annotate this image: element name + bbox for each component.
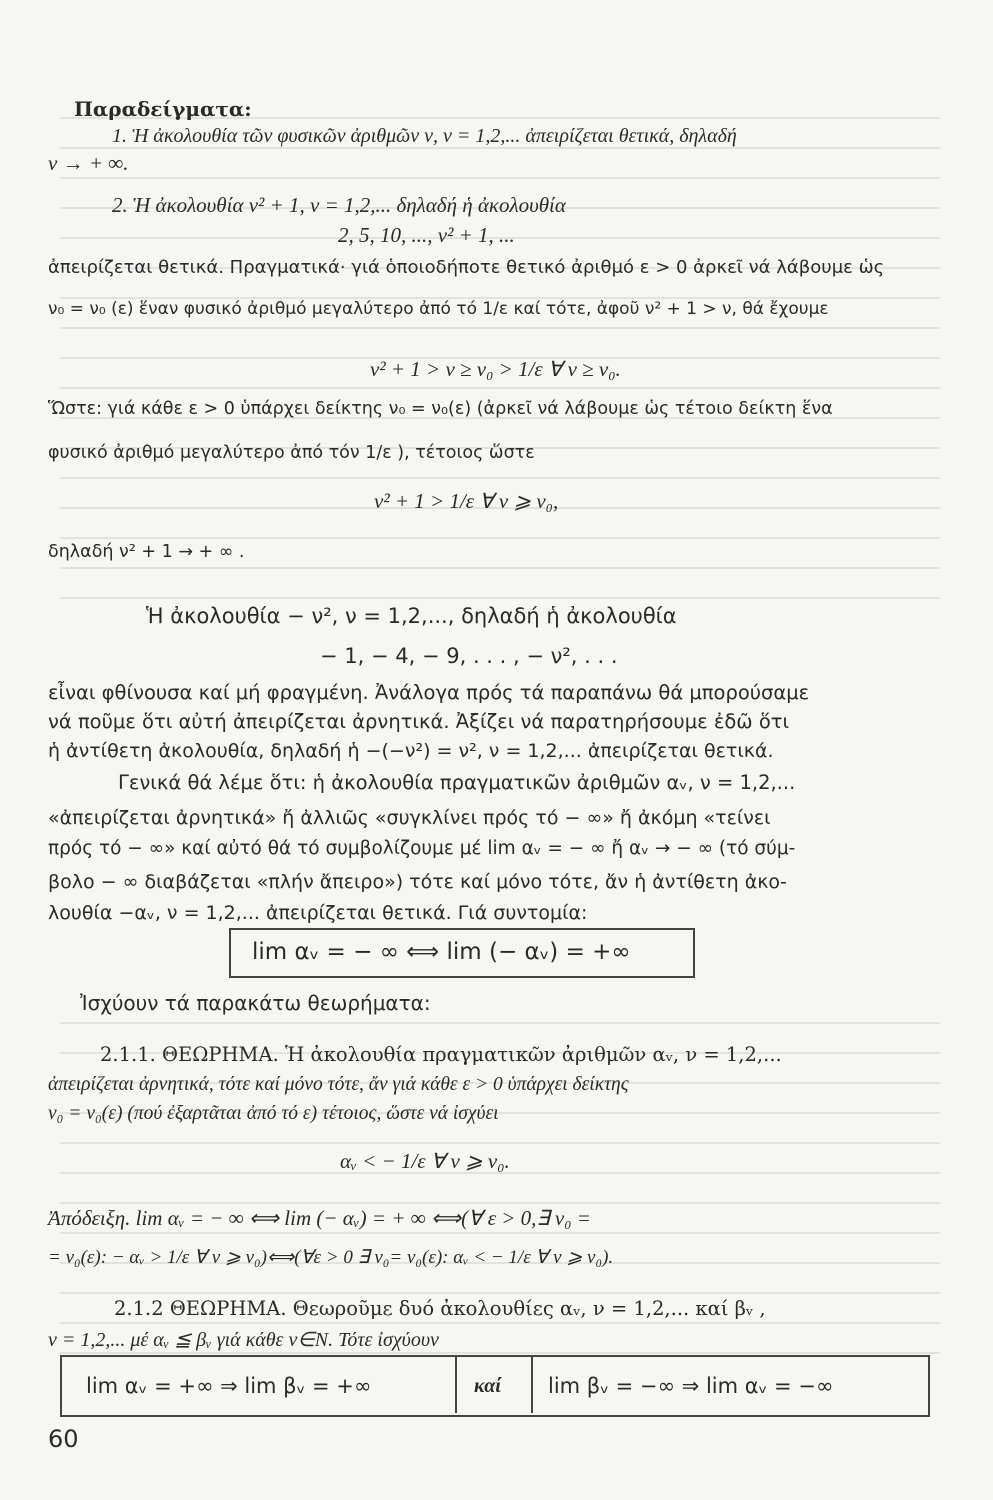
- section-heading: Παραδείγματα:: [74, 97, 252, 121]
- theorem-box-and: καί: [474, 1375, 501, 1397]
- definition-line-5: λουθία −αᵥ, ν = 1,2,... ἀπειρίζεται θετικά. Γιά συντομία:: [48, 902, 588, 924]
- example-2-line-3: ἀπειρίζεται θετικά. Πραγματικά· γιά ὁποιοδήποτε θετικό ἀριθμό ε > 0 ἀρκεῖ νά λάβουμε ὡς: [48, 257, 885, 278]
- example-2-conclusion: δηλαδή ν² + 1 → + ∞ .: [48, 542, 245, 562]
- theorem-2-1-2-line-2: ν = 1,2,... μέ αᵥ ≦ βᵥ γιά κάθε ν∈N. Τότε ἰσχύουν: [48, 1329, 439, 1351]
- definition-line-4: βολο − ∞ διαβάζεται «πλήν ἄπειρο») τότε καί μόνο τότε, ἄν ἡ ἀντίθετη ἀκο-: [48, 871, 787, 893]
- example-2-line-4: ν₀ = ν₀ (ε) ἕναν φυσικό ἀριθμό μεγαλύτερο ἀπό τό 1/ε καί τότε, ἀφοῦ ν² + 1 > ν, θά ἔχουμε: [48, 299, 829, 319]
- definition-line-2: «ἀπειρίζεται ἀρνητικά» ἤ ἀλλιῶς «συγκλίνει πρός τό − ∞» ἤ ἀκόμη «τείνει: [48, 807, 771, 829]
- page-number: 60: [48, 1425, 79, 1453]
- example-1-line-1: 1. Ἡ ἀκολουθία τῶν φυσικῶν ἀριθμῶν ν, ν = 1,2,... ἀπειρίζεται θετικά, δηλαδή: [112, 125, 737, 147]
- example-2-line-5: Ὥστε: γιά κάθε ε > 0 ὑπάρχει δείκτης ν₀ = ν₀(ε) (ἀρκεῖ νά λάβουμε ὡς τέτοιο δείκτη ἕνα: [48, 399, 833, 419]
- theorems-intro: Ἰσχύουν τά παρακάτω θεωρήματα:: [80, 991, 431, 1015]
- example-2-condition: ν² + 1 > 1/ε ∀ ν ⩾ ν₀,: [374, 489, 559, 513]
- theorem-2-1-2-line-1: 2.1.2 ΘΕΩΡΗΜΑ. Θεωροῦμε δυό ἀκολουθίες αᵥ, ν = 1,2,... καί βᵥ ,: [114, 1297, 766, 1320]
- proof-line-2: = ν₀(ε): − αᵥ > 1/ε ∀ ν ⩾ ν₀)⟺(∀ε > 0 ∃ ν₀= ν₀(ε): αᵥ < − 1/ε ∀ ν ⩾ ν₀).: [48, 1247, 614, 1268]
- theorem-box-divider-right: [531, 1357, 533, 1413]
- theorem-box-right-formula: lim βᵥ = −∞ ⇒ lim αᵥ = −∞: [548, 1374, 834, 1398]
- paragraph-line-3: ἡ ἀντίθετη ἀκολουθία, δηλαδή ἡ −(−ν²) = ν², ν = 1,2,... ἀπειρίζεται θετικά.: [48, 740, 774, 762]
- example-2-line-1: 2. Ἡ ἀκολουθία ν² + 1, ν = 1,2,... δηλαδή ἡ ἀκολουθία: [112, 193, 566, 217]
- definition-line-3: πρός τό − ∞» καί αὐτό θά τό συμβολίζουμε μέ lim αᵥ = − ∞ ἤ αᵥ → − ∞ (τό σύμ-: [48, 838, 796, 859]
- paragraph-line-2: νά ποῦμε ὅτι αὐτή ἀπειρίζεται ἀρνητικά. Ἀξίζει νά παρατηρήσουμε ἐδῶ ὅτι: [48, 710, 790, 733]
- example-2-line-6: φυσικό ἀριθμό μεγαλύτερο ἀπό τόν 1/ε ), τέτοιος ὥστε: [48, 443, 535, 463]
- example-1-line-2: ν → + ∞.: [48, 151, 129, 175]
- paragraph-line-1: εἶναι φθίνουσα καί μή φραγμένη. Ἀνάλογα πρός τά παραπάνω θά μπορούσαμε: [48, 681, 810, 704]
- theorem-box-divider-left: [455, 1357, 457, 1413]
- definition-box-formula: lim αᵥ = − ∞ ⟺ lim (− αᵥ) = +∞: [252, 939, 631, 965]
- theorem-2-1-1-condition: αᵥ < − 1/ε ∀ ν ⩾ ν₀.: [340, 1149, 510, 1173]
- example-2-sequence: 2, 5, 10, ..., ν² + 1, ...: [338, 223, 515, 247]
- example-3-sequence: − 1, − 4, − 9, . . . , − ν², . . .: [320, 644, 618, 668]
- example-3-line-1: Ἡ ἀκολουθία − ν², ν = 1,2,..., δηλαδή ἡ ἀκολουθία: [146, 604, 677, 628]
- proof-line-1: Ἀπόδειξη. lim αᵥ = − ∞ ⟺ lim (− αᵥ) = + ∞ ⟺(∀ ε > 0,∃ ν₀ =: [48, 1206, 591, 1230]
- theorem-2-1-1-line-2: ἀπειρίζεται ἀρνητικά, τότε καί μόνο τότε, ἄν γιά κάθε ε > 0 ὑπάρχει δείκτης: [48, 1074, 629, 1095]
- example-2-inequality: ν² + 1 > ν ≥ ν₀ > 1/ε ∀ ν ≥ ν₀.: [370, 357, 621, 381]
- theorem-2-1-1-line-1: 2.1.1. ΘΕΩΡΗΜΑ. Ἡ ἀκολουθία πραγματικῶν ἀριθμῶν αᵥ, ν = 1,2,...: [100, 1043, 782, 1066]
- theorem-box-left-formula: lim αᵥ = +∞ ⇒ lim βᵥ = +∞: [86, 1374, 372, 1398]
- theorem-2-1-1-line-3: ν₀ = ν₀(ε) (πού ἐξαρτᾶται ἀπό τό ε) τέτοιος, ὥστε νά ἰσχύει: [48, 1103, 499, 1124]
- definition-line-1: Γενικά θά λέμε ὅτι: ἡ ἀκολουθία πραγματικῶν ἀριθμῶν αᵥ, ν = 1,2,...: [118, 771, 796, 794]
